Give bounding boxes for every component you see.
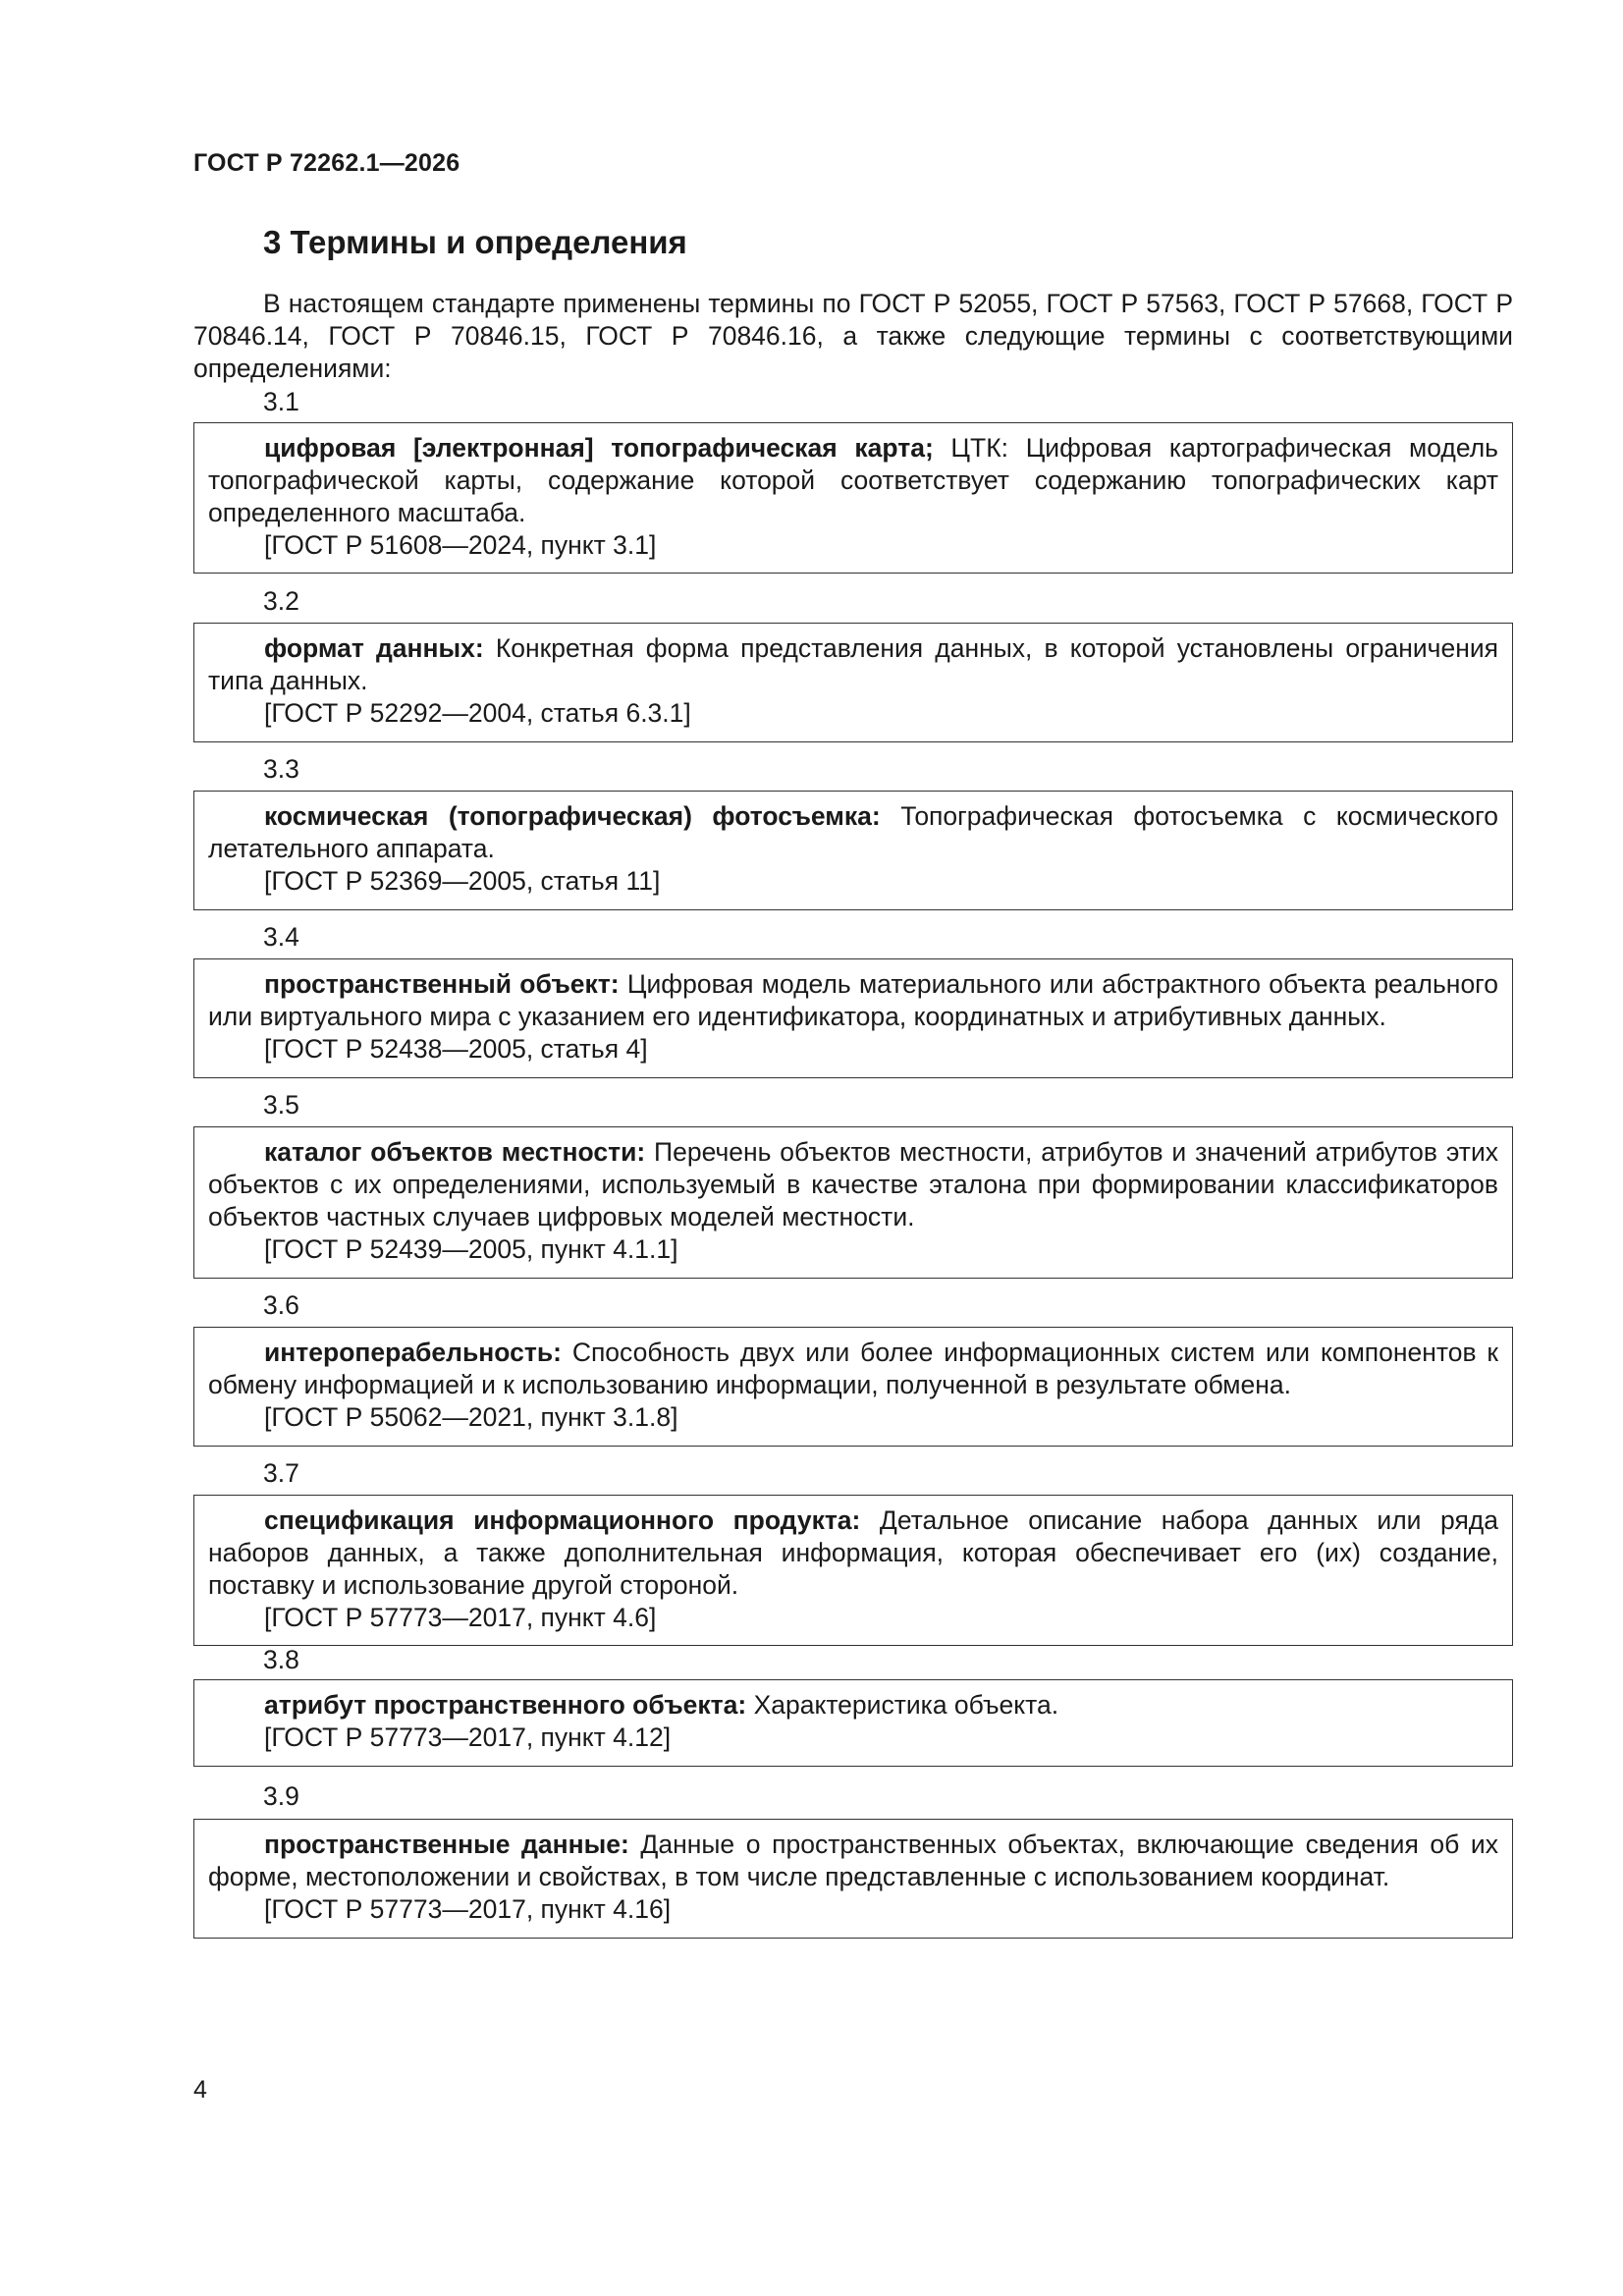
document-code: ГОСТ Р 72262.1—2026	[193, 149, 460, 177]
section-intro: В настоящем стандарте применены термины по ГОСТ Р 52055, ГОСТ Р 57563, ГОСТ Р 57668, ГОСТ Р 70846.14, ГОСТ Р 70846.15, ГОСТ Р 70846.16, а также следующие термины с соответствующими определениями:	[193, 289, 1513, 383]
term-number: 3.5	[263, 1090, 299, 1120]
term-source: [ГОСТ Р 57773—2017, пункт 4.12]	[264, 1722, 672, 1752]
term-entry	[193, 623, 1513, 742]
term-number: 3.2	[263, 586, 299, 616]
term-definition	[208, 1136, 1498, 1233]
term-entry	[193, 791, 1513, 910]
term-definition-text: Перечень объектов местности, атрибутов и значений атрибутов этих объектов с их определениями, используемый в качестве эталона при формировании классификаторов объектов частных случаев цифровых моделей местности.	[208, 1137, 1498, 1231]
term-definition-text: Конкретная форма представления данных, в которой установлены ограничения типа данных.	[208, 633, 1498, 695]
term-name: космическая (топографическая) фотосъемка:	[264, 801, 881, 831]
term-definition	[208, 800, 1498, 865]
term-source: [ГОСТ Р 57773—2017, пункт 4.16]	[264, 1894, 672, 1924]
term-definition-text: Способность двух или более информационных систем или компонентов к обмену информацией и к использованию информации, полученной в результате обмена.	[208, 1338, 1498, 1399]
term-name: пространственный объект:	[264, 969, 620, 999]
term-number: 3.8	[263, 1645, 299, 1674]
term-definition	[208, 432, 1498, 529]
term-source: [ГОСТ Р 51608—2024, пункт 3.1]	[264, 530, 657, 560]
term-entry	[193, 1819, 1513, 1939]
term-number: 3.1	[263, 387, 299, 416]
term-entry	[193, 1495, 1513, 1646]
term-definition	[208, 1829, 1498, 1893]
term-name: атрибут пространственного объекта:	[264, 1690, 747, 1720]
page-number: 4	[193, 2076, 207, 2104]
term-definition-text: ЦТК: Цифровая картографическая модель топографической карты, содержание которой соответствует содержанию топографических карт определенного масштаба.	[208, 433, 1498, 527]
term-definition-text: Топографическая фотосъемка с космического летательного аппарата.	[208, 801, 1498, 863]
term-source: [ГОСТ Р 55062—2021, пункт 3.1.8]	[264, 1402, 678, 1432]
term-number: 3.9	[263, 1781, 299, 1811]
term-source: [ГОСТ Р 52439—2005, пункт 4.1.1]	[264, 1234, 678, 1264]
term-name: спецификация информационного продукта:	[264, 1505, 861, 1535]
term-name: каталог объектов местности:	[264, 1137, 646, 1167]
term-number: 3.6	[263, 1290, 299, 1320]
term-entry	[193, 422, 1513, 574]
term-name: формат данных:	[264, 633, 484, 663]
term-name: цифровая [электронная] топографическая карта;	[264, 433, 934, 463]
section-title: 3 Термины и определения	[263, 224, 687, 260]
term-definition-text: Цифровая модель материального или абстрактного объекта реального или виртуального мира с указанием его идентификатора, координатных и атрибутивных данных.	[208, 969, 1499, 1031]
term-definition	[208, 632, 1498, 697]
term-definition	[208, 1689, 1498, 1722]
term-entry	[193, 1679, 1513, 1767]
term-entry	[193, 1327, 1513, 1447]
term-definition	[208, 1504, 1498, 1602]
term-definition	[208, 968, 1498, 1033]
term-source: [ГОСТ Р 52438—2005, статья 4]	[264, 1034, 648, 1064]
term-number: 3.7	[263, 1458, 299, 1488]
term-definition-text: Характеристика объекта.	[746, 1690, 1059, 1720]
term-entry	[193, 958, 1513, 1078]
term-source: [ГОСТ Р 52369—2005, статья 11]	[264, 866, 661, 896]
term-number: 3.4	[263, 922, 299, 952]
term-name: интероперабельность:	[264, 1338, 562, 1367]
term-definition-text: Детальное описание набора данных или ряда наборов данных, а также дополнительная информация, которая обеспечивает его (их) создание, поставку и использование другой стороной.	[208, 1505, 1498, 1600]
term-number: 3.3	[263, 754, 299, 784]
term-source: [ГОСТ Р 52292—2004, статья 6.3.1]	[264, 698, 691, 728]
term-source: [ГОСТ Р 57773—2017, пункт 4.6]	[264, 1603, 657, 1632]
term-definition-text: Данные о пространственных объектах, включающие сведения об их форме, местоположении и свойствах, в том числе представленные с использованием координат.	[208, 1830, 1498, 1891]
term-entry	[193, 1126, 1513, 1279]
term-definition	[208, 1337, 1498, 1401]
term-name: пространственные данные:	[264, 1830, 629, 1859]
